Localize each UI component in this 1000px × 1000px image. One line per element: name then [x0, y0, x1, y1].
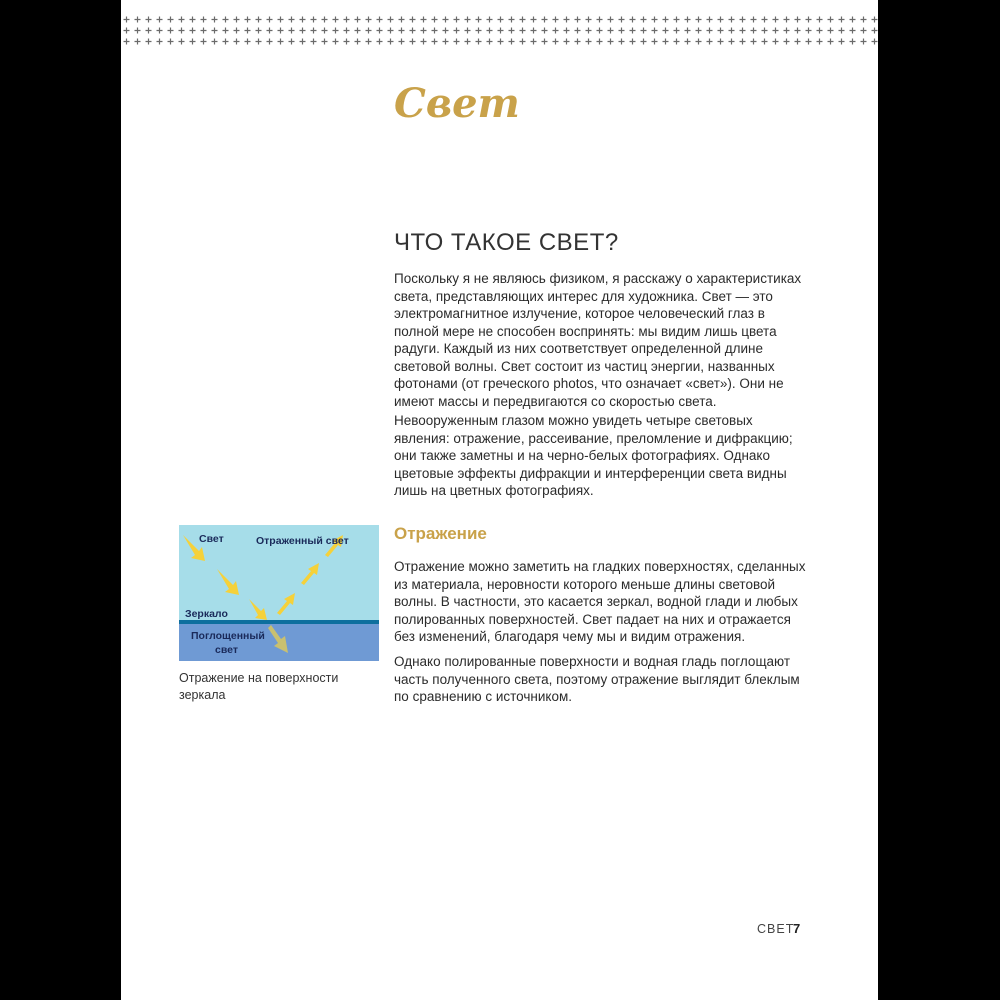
paragraph-absorption: Однако полированные поверхности и водная гладь поглощают часть полученного света, поэтому отражение выглядит блеклым по сравнению с источником.	[394, 654, 800, 704]
label-absorbed-2: свет	[215, 644, 238, 656]
paragraph-intro: Поскольку я не являюсь физиком, я расскажу о характеристиках света, представляющих интерес для художника. Свет — это электромагнитное излучение, которое человеческий глаз в полной мере не способен воспринять: мы видим лишь цвета радуги. Каждый из них соответствует определенной длине световой волны. Свет состоит из частиц энергии, названных фотонами (от греческого photos, что означает «свет»). Они не имеют массы и передвигаются со скоростью света.	[394, 271, 802, 409]
label-light: Свет	[199, 533, 224, 545]
figure-caption: Отражение на поверхности зеркала	[179, 671, 339, 702]
section-heading: ЧТО ТАКОЕ СВЕТ?	[394, 229, 619, 256]
chapter-title: Свет	[394, 80, 520, 127]
reflection-diagram	[179, 525, 379, 661]
label-absorbed-1: Поглощенный	[191, 630, 265, 642]
subheading-reflection: Отражение	[394, 524, 487, 543]
book-page	[121, 0, 878, 1000]
label-mirror: Зеркало	[185, 608, 228, 620]
decorative-cross-pattern	[121, 14, 878, 54]
label-reflected-light: Отраженный свет	[256, 535, 349, 547]
mirror-line	[179, 620, 379, 624]
page-number: 7	[793, 921, 801, 936]
paragraph-reflection: Отражение можно заметить на гладких поверхностях, сделанных из материала, неровности которого меньше длины световой волны. В частности, это касается зеркал, водной глади и любых полированных поверхностей. Свет падает на них и отражается без изменений, благодаря чему мы и видим отражения.	[394, 559, 806, 644]
running-footer-label: СВЕТ	[757, 922, 795, 936]
paragraph-phenomena: Невооруженным глазом можно увидеть четыре световых явления: отражение, рассеивание, преломление и дифракцию; они также заметны и на черно-белых фотографиях. Однако цветовые эффекты дифракции и интерференции света видны лишь на цветных фотографиях.	[394, 413, 793, 498]
